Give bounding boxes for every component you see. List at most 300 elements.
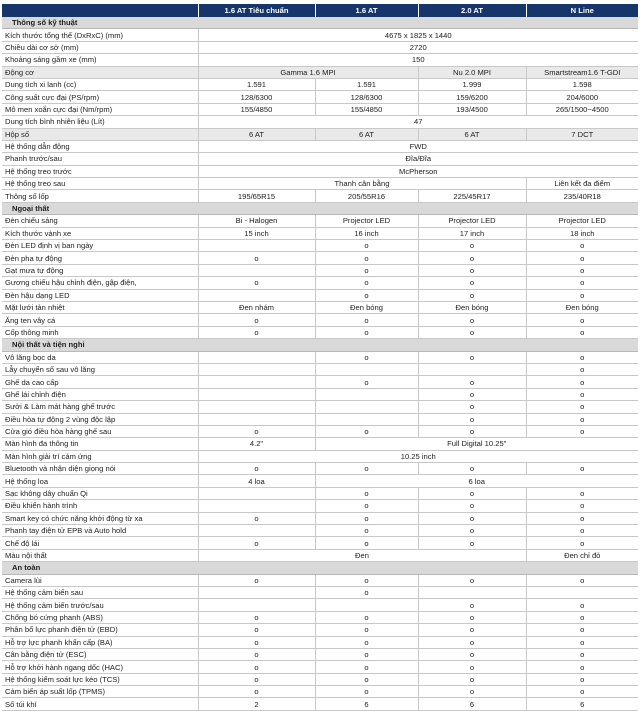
spec-label: Hỗ trợ khởi hành ngang dốc (HAC) bbox=[2, 661, 198, 673]
spec-value: Projector LED bbox=[526, 215, 638, 227]
spec-label: Hệ thống kiểm soát lực kéo (TCS) bbox=[2, 673, 198, 685]
spec-row bbox=[2, 240, 638, 252]
spec-value: 205/55R16 bbox=[315, 190, 418, 202]
feature-available-mark: o bbox=[315, 252, 418, 264]
spec-value: 195/65R15 bbox=[198, 190, 315, 202]
feature-available-mark: o bbox=[418, 376, 526, 388]
header-variant-2-0-at: 2.0 AT bbox=[418, 4, 526, 17]
spec-value: Gamma 1.6 MPI bbox=[198, 66, 418, 78]
spec-row bbox=[2, 537, 638, 549]
spec-row bbox=[2, 215, 638, 227]
spec-label: Khoảng sáng gầm xe (mm) bbox=[2, 54, 198, 66]
spec-label: Ghế da cao cấp bbox=[2, 376, 198, 388]
feature-available-mark: o bbox=[418, 624, 526, 636]
section-title: Nội thất và tiện nghi bbox=[2, 339, 198, 351]
feature-available-mark: o bbox=[418, 525, 526, 537]
spec-value: 47 bbox=[198, 116, 638, 128]
spec-row bbox=[2, 624, 638, 636]
feature-available-mark: o bbox=[526, 487, 638, 499]
section-header-fill bbox=[198, 202, 638, 214]
feature-available-mark: o bbox=[198, 425, 315, 437]
header-row bbox=[2, 4, 638, 17]
feature-available-mark: o bbox=[526, 277, 638, 289]
feature-available-mark: o bbox=[198, 314, 315, 326]
spec-body bbox=[2, 17, 638, 710]
spec-label: Sạc không dây chuẩn Qi bbox=[2, 487, 198, 499]
feature-available-mark: o bbox=[315, 512, 418, 524]
spec-row bbox=[2, 29, 638, 41]
spec-value: 225/45R17 bbox=[418, 190, 526, 202]
spec-value: Full Digital 10.25" bbox=[315, 438, 638, 450]
spec-label: Đèn hậu dạng LED bbox=[2, 289, 198, 301]
spec-row bbox=[2, 103, 638, 115]
spec-value bbox=[198, 599, 315, 611]
spec-value bbox=[198, 240, 315, 252]
spec-value: 128/6300 bbox=[315, 91, 418, 103]
feature-available-mark: o bbox=[418, 574, 526, 586]
feature-available-mark: o bbox=[526, 363, 638, 375]
section-header bbox=[2, 202, 638, 214]
spec-label: Vô lăng bọc da bbox=[2, 351, 198, 363]
feature-available-mark: o bbox=[418, 277, 526, 289]
spec-label: Kích thước vành xe bbox=[2, 227, 198, 239]
spec-row bbox=[2, 698, 638, 710]
spec-label: Phân bổ lực phanh điện tử (EBD) bbox=[2, 624, 198, 636]
spec-value: 6 bbox=[526, 698, 638, 710]
spec-label: Hỗ trợ lực phanh khẩn cấp (BA) bbox=[2, 636, 198, 648]
spec-row bbox=[2, 636, 638, 648]
feature-available-mark: o bbox=[526, 500, 638, 512]
spec-value: 6 AT bbox=[198, 128, 315, 140]
spec-value bbox=[198, 500, 315, 512]
spec-value bbox=[198, 388, 315, 400]
spec-label: Ăng ten vây cá bbox=[2, 314, 198, 326]
feature-available-mark: o bbox=[198, 648, 315, 660]
spec-row bbox=[2, 500, 638, 512]
spec-row bbox=[2, 140, 638, 152]
spec-value: Đen bóng bbox=[418, 301, 526, 313]
spec-label: Chống bó cứng phanh (ABS) bbox=[2, 611, 198, 623]
spec-label: Hệ thống dẫn động bbox=[2, 140, 198, 152]
spec-value bbox=[315, 388, 418, 400]
spec-value bbox=[198, 351, 315, 363]
spec-value bbox=[198, 487, 315, 499]
spec-row bbox=[2, 165, 638, 177]
spec-row bbox=[2, 91, 638, 103]
spec-label: Ghế lái chỉnh điện bbox=[2, 388, 198, 400]
feature-available-mark: o bbox=[418, 673, 526, 685]
section-header bbox=[2, 562, 638, 574]
spec-value: 1.591 bbox=[315, 78, 418, 90]
spec-value: 10.25 inch bbox=[198, 450, 638, 462]
feature-available-mark: o bbox=[315, 264, 418, 276]
spec-row bbox=[2, 388, 638, 400]
feature-available-mark: o bbox=[198, 512, 315, 524]
spec-value: FWD bbox=[198, 140, 638, 152]
spec-label: Động cơ bbox=[2, 66, 198, 78]
spec-label: Mô men xoắn cực đại (Nm/rpm) bbox=[2, 103, 198, 115]
spec-table bbox=[2, 4, 638, 711]
section-title: Thông số kỹ thuật bbox=[2, 17, 198, 29]
spec-value: Đen bóng bbox=[315, 301, 418, 313]
feature-available-mark: o bbox=[315, 648, 418, 660]
spec-row bbox=[2, 525, 638, 537]
spec-label: Đèn pha tự động bbox=[2, 252, 198, 264]
spec-value bbox=[315, 599, 418, 611]
spec-label: Dung tích bình nhiên liệu (Lít) bbox=[2, 116, 198, 128]
spec-value: 15 inch bbox=[198, 227, 315, 239]
spec-label: Chiều dài cơ sở (mm) bbox=[2, 41, 198, 53]
feature-available-mark: o bbox=[315, 326, 418, 338]
feature-available-mark: o bbox=[526, 388, 638, 400]
spec-label: Smart key có chức năng khởi động từ xa bbox=[2, 512, 198, 524]
feature-available-mark: o bbox=[315, 463, 418, 475]
feature-available-mark: o bbox=[418, 240, 526, 252]
spec-row bbox=[2, 487, 638, 499]
feature-available-mark: o bbox=[198, 277, 315, 289]
spec-value bbox=[315, 401, 418, 413]
spec-row bbox=[2, 450, 638, 462]
feature-available-mark: o bbox=[418, 314, 526, 326]
header-variant-n-line: N Line bbox=[526, 4, 638, 17]
spec-value: 128/6300 bbox=[198, 91, 315, 103]
feature-available-mark: o bbox=[526, 686, 638, 698]
spec-row bbox=[2, 178, 638, 190]
spec-value bbox=[418, 586, 526, 598]
spec-value bbox=[315, 363, 418, 375]
feature-available-mark: o bbox=[526, 574, 638, 586]
spec-row bbox=[2, 512, 638, 524]
feature-available-mark: o bbox=[198, 624, 315, 636]
feature-available-mark: o bbox=[198, 537, 315, 549]
spec-label: Hệ thống treo trước bbox=[2, 165, 198, 177]
feature-available-mark: o bbox=[418, 388, 526, 400]
feature-available-mark: o bbox=[418, 599, 526, 611]
section-header-fill bbox=[198, 562, 638, 574]
feature-available-mark: o bbox=[315, 277, 418, 289]
spec-row bbox=[2, 326, 638, 338]
spec-row bbox=[2, 363, 638, 375]
spec-value: 7 DCT bbox=[526, 128, 638, 140]
spec-label: Màn hình đa thông tin bbox=[2, 438, 198, 450]
spec-row bbox=[2, 648, 638, 660]
feature-available-mark: o bbox=[526, 661, 638, 673]
spec-value: 4.2" bbox=[198, 438, 315, 450]
feature-available-mark: o bbox=[526, 611, 638, 623]
spec-label: Kích thước tổng thể (DxRxC) (mm) bbox=[2, 29, 198, 41]
spec-row bbox=[2, 586, 638, 598]
feature-available-mark: o bbox=[418, 500, 526, 512]
section-header bbox=[2, 17, 638, 29]
spec-row bbox=[2, 190, 638, 202]
spec-label: Màu nội thất bbox=[2, 549, 198, 561]
feature-available-mark: o bbox=[526, 401, 638, 413]
feature-available-mark: o bbox=[526, 376, 638, 388]
spec-sheet bbox=[2, 4, 638, 711]
spec-value: 1.591 bbox=[198, 78, 315, 90]
spec-row bbox=[2, 463, 638, 475]
feature-available-mark: o bbox=[315, 624, 418, 636]
spec-row bbox=[2, 599, 638, 611]
spec-row bbox=[2, 66, 638, 78]
feature-available-mark: o bbox=[315, 351, 418, 363]
header-variant-1-6-at-standard: 1.6 AT Tiêu chuẩn bbox=[198, 4, 315, 17]
spec-label: Hộp số bbox=[2, 128, 198, 140]
feature-available-mark: o bbox=[418, 401, 526, 413]
feature-available-mark: o bbox=[526, 314, 638, 326]
spec-label: Hệ thống loa bbox=[2, 475, 198, 487]
spec-value bbox=[315, 413, 418, 425]
feature-available-mark: o bbox=[418, 351, 526, 363]
spec-value bbox=[198, 376, 315, 388]
spec-row bbox=[2, 425, 638, 437]
spec-value: 17 inch bbox=[418, 227, 526, 239]
feature-available-mark: o bbox=[526, 413, 638, 425]
feature-available-mark: o bbox=[198, 686, 315, 698]
feature-available-mark: o bbox=[418, 425, 526, 437]
spec-row bbox=[2, 351, 638, 363]
spec-label: Phanh trước/sau bbox=[2, 153, 198, 165]
feature-available-mark: o bbox=[526, 289, 638, 301]
spec-label: Đèn chiếu sáng bbox=[2, 215, 198, 227]
spec-value bbox=[526, 586, 638, 598]
spec-row bbox=[2, 153, 638, 165]
feature-available-mark: o bbox=[315, 240, 418, 252]
spec-value bbox=[198, 525, 315, 537]
spec-label: Cốp thông minh bbox=[2, 326, 198, 338]
spec-value: 2 bbox=[198, 698, 315, 710]
spec-row bbox=[2, 314, 638, 326]
feature-available-mark: o bbox=[198, 574, 315, 586]
spec-value: Projector LED bbox=[418, 215, 526, 227]
feature-available-mark: o bbox=[315, 525, 418, 537]
spec-value: 150 bbox=[198, 54, 638, 66]
spec-label: Điều khiển hành trình bbox=[2, 500, 198, 512]
feature-available-mark: o bbox=[526, 463, 638, 475]
feature-available-mark: o bbox=[418, 264, 526, 276]
spec-value: 6 loa bbox=[315, 475, 638, 487]
spec-value: 2720 bbox=[198, 41, 638, 53]
spec-value: 18 inch bbox=[526, 227, 638, 239]
feature-available-mark: o bbox=[418, 487, 526, 499]
spec-label: Gương chiếu hậu chỉnh điện, gập điện, bbox=[2, 277, 198, 289]
spec-value: Đen bbox=[198, 549, 526, 561]
feature-available-mark: o bbox=[315, 574, 418, 586]
header-variant-1-6-at: 1.6 AT bbox=[315, 4, 418, 17]
feature-available-mark: o bbox=[315, 289, 418, 301]
spec-value bbox=[418, 363, 526, 375]
feature-available-mark: o bbox=[418, 463, 526, 475]
feature-available-mark: o bbox=[315, 425, 418, 437]
feature-available-mark: o bbox=[418, 636, 526, 648]
spec-row bbox=[2, 54, 638, 66]
spec-value bbox=[198, 363, 315, 375]
spec-value: 1.598 bbox=[526, 78, 638, 90]
feature-available-mark: o bbox=[315, 673, 418, 685]
spec-value: Liên kết đa điểm bbox=[526, 178, 638, 190]
spec-row bbox=[2, 475, 638, 487]
section-header-fill bbox=[198, 17, 638, 29]
spec-value bbox=[198, 401, 315, 413]
feature-available-mark: o bbox=[198, 661, 315, 673]
spec-row bbox=[2, 574, 638, 586]
spec-label: Hệ thống cảm biến trước/sau bbox=[2, 599, 198, 611]
feature-available-mark: o bbox=[526, 599, 638, 611]
feature-available-mark: o bbox=[418, 512, 526, 524]
feature-available-mark: o bbox=[315, 686, 418, 698]
feature-available-mark: o bbox=[526, 252, 638, 264]
spec-row bbox=[2, 686, 638, 698]
feature-available-mark: o bbox=[315, 636, 418, 648]
spec-row bbox=[2, 289, 638, 301]
spec-label: Công suất cực đại (PS/rpm) bbox=[2, 91, 198, 103]
spec-value: Đen bóng bbox=[526, 301, 638, 313]
feature-available-mark: o bbox=[526, 537, 638, 549]
section-title: Ngoại thất bbox=[2, 202, 198, 214]
spec-value: Nu 2.0 MPI bbox=[418, 66, 526, 78]
spec-value: 159/6200 bbox=[418, 91, 526, 103]
spec-value bbox=[198, 413, 315, 425]
spec-label: Chế độ lái bbox=[2, 537, 198, 549]
spec-row bbox=[2, 301, 638, 313]
spec-row bbox=[2, 401, 638, 413]
spec-label: Lẫy chuyển số sau vô lăng bbox=[2, 363, 198, 375]
feature-available-mark: o bbox=[526, 425, 638, 437]
spec-value: 6 bbox=[418, 698, 526, 710]
feature-available-mark: o bbox=[418, 326, 526, 338]
spec-label: Đèn LED định vị ban ngày bbox=[2, 240, 198, 252]
spec-value: 6 bbox=[315, 698, 418, 710]
spec-value bbox=[198, 264, 315, 276]
feature-available-mark: o bbox=[418, 252, 526, 264]
spec-row bbox=[2, 438, 638, 450]
spec-value: 155/4850 bbox=[315, 103, 418, 115]
spec-row bbox=[2, 252, 638, 264]
feature-available-mark: o bbox=[526, 525, 638, 537]
feature-available-mark: o bbox=[526, 351, 638, 363]
spec-label: Cửa gió điều hòa hàng ghế sau bbox=[2, 425, 198, 437]
spec-value: Thanh cân bằng bbox=[198, 178, 526, 190]
feature-available-mark: o bbox=[526, 326, 638, 338]
feature-available-mark: o bbox=[418, 413, 526, 425]
spec-row bbox=[2, 41, 638, 53]
spec-row bbox=[2, 78, 638, 90]
spec-label: Cảm biến áp suất lốp (TPMS) bbox=[2, 686, 198, 698]
spec-value: 1.999 bbox=[418, 78, 526, 90]
feature-available-mark: o bbox=[418, 661, 526, 673]
feature-available-mark: o bbox=[315, 661, 418, 673]
feature-available-mark: o bbox=[418, 611, 526, 623]
feature-available-mark: o bbox=[198, 636, 315, 648]
spec-label: Màn hình giải trí cảm ứng bbox=[2, 450, 198, 462]
section-header-fill bbox=[198, 339, 638, 351]
spec-value: Bi - Halogen bbox=[198, 215, 315, 227]
feature-available-mark: o bbox=[315, 487, 418, 499]
spec-value: McPherson bbox=[198, 165, 638, 177]
feature-available-mark: o bbox=[526, 240, 638, 252]
spec-label: Phanh tay điện tử EPB và Auto hold bbox=[2, 525, 198, 537]
feature-available-mark: o bbox=[315, 500, 418, 512]
spec-label: Số túi khí bbox=[2, 698, 198, 710]
header-blank bbox=[2, 4, 198, 17]
spec-label: Điều hòa tự động 2 vùng độc lập bbox=[2, 413, 198, 425]
spec-row bbox=[2, 611, 638, 623]
spec-label: Camera lùi bbox=[2, 574, 198, 586]
feature-available-mark: o bbox=[315, 376, 418, 388]
section-title: An toàn bbox=[2, 562, 198, 574]
spec-label: Hệ thống treo sau bbox=[2, 178, 198, 190]
spec-value: Đĩa/Đĩa bbox=[198, 153, 638, 165]
spec-row bbox=[2, 264, 638, 276]
spec-value: 265/1500~4500 bbox=[526, 103, 638, 115]
feature-available-mark: o bbox=[418, 648, 526, 660]
spec-value: 235/40R18 bbox=[526, 190, 638, 202]
spec-row bbox=[2, 673, 638, 685]
feature-available-mark: o bbox=[198, 463, 315, 475]
spec-label: Bluetooth và nhận diện giọng nói bbox=[2, 463, 198, 475]
feature-available-mark: o bbox=[198, 252, 315, 264]
spec-value bbox=[198, 289, 315, 301]
spec-label: Cân bằng điện tử (ESC) bbox=[2, 648, 198, 660]
spec-row bbox=[2, 549, 638, 561]
spec-label: Thông số lốp bbox=[2, 190, 198, 202]
spec-row bbox=[2, 413, 638, 425]
spec-value: 4 loa bbox=[198, 475, 315, 487]
spec-value: Projector LED bbox=[315, 215, 418, 227]
spec-label: Mặt lưới tản nhiệt bbox=[2, 301, 198, 313]
feature-available-mark: o bbox=[315, 611, 418, 623]
feature-available-mark: o bbox=[418, 537, 526, 549]
feature-available-mark: o bbox=[315, 314, 418, 326]
feature-available-mark: o bbox=[526, 636, 638, 648]
feature-available-mark: o bbox=[198, 326, 315, 338]
spec-row bbox=[2, 227, 638, 239]
spec-value: Smartstream1.6 T-GDI bbox=[526, 66, 638, 78]
feature-available-mark: o bbox=[526, 624, 638, 636]
feature-available-mark: o bbox=[315, 537, 418, 549]
feature-available-mark: o bbox=[315, 586, 418, 598]
spec-value: 4675 x 1825 x 1440 bbox=[198, 29, 638, 41]
spec-value: Đen nhám bbox=[198, 301, 315, 313]
spec-row bbox=[2, 661, 638, 673]
feature-available-mark: o bbox=[526, 648, 638, 660]
spec-label: Dung tích xi lanh (cc) bbox=[2, 78, 198, 90]
spec-row bbox=[2, 116, 638, 128]
feature-available-mark: o bbox=[198, 611, 315, 623]
feature-available-mark: o bbox=[198, 673, 315, 685]
spec-label: Sưởi & Làm mát hàng ghế trước bbox=[2, 401, 198, 413]
feature-available-mark: o bbox=[418, 686, 526, 698]
spec-value: 155/4850 bbox=[198, 103, 315, 115]
spec-value: 193/4500 bbox=[418, 103, 526, 115]
spec-value: 204/6000 bbox=[526, 91, 638, 103]
feature-available-mark: o bbox=[526, 512, 638, 524]
spec-row bbox=[2, 376, 638, 388]
spec-value: 6 AT bbox=[418, 128, 526, 140]
feature-available-mark: o bbox=[526, 673, 638, 685]
section-header bbox=[2, 339, 638, 351]
spec-label: Hệ thống cảm biến sau bbox=[2, 586, 198, 598]
spec-value bbox=[198, 586, 315, 598]
spec-value: 16 inch bbox=[315, 227, 418, 239]
spec-value: 6 AT bbox=[315, 128, 418, 140]
spec-row bbox=[2, 128, 638, 140]
spec-row bbox=[2, 277, 638, 289]
feature-available-mark: o bbox=[418, 289, 526, 301]
spec-value: Đen chỉ đỏ bbox=[526, 549, 638, 561]
feature-available-mark: o bbox=[526, 264, 638, 276]
spec-label: Gạt mưa tự động bbox=[2, 264, 198, 276]
